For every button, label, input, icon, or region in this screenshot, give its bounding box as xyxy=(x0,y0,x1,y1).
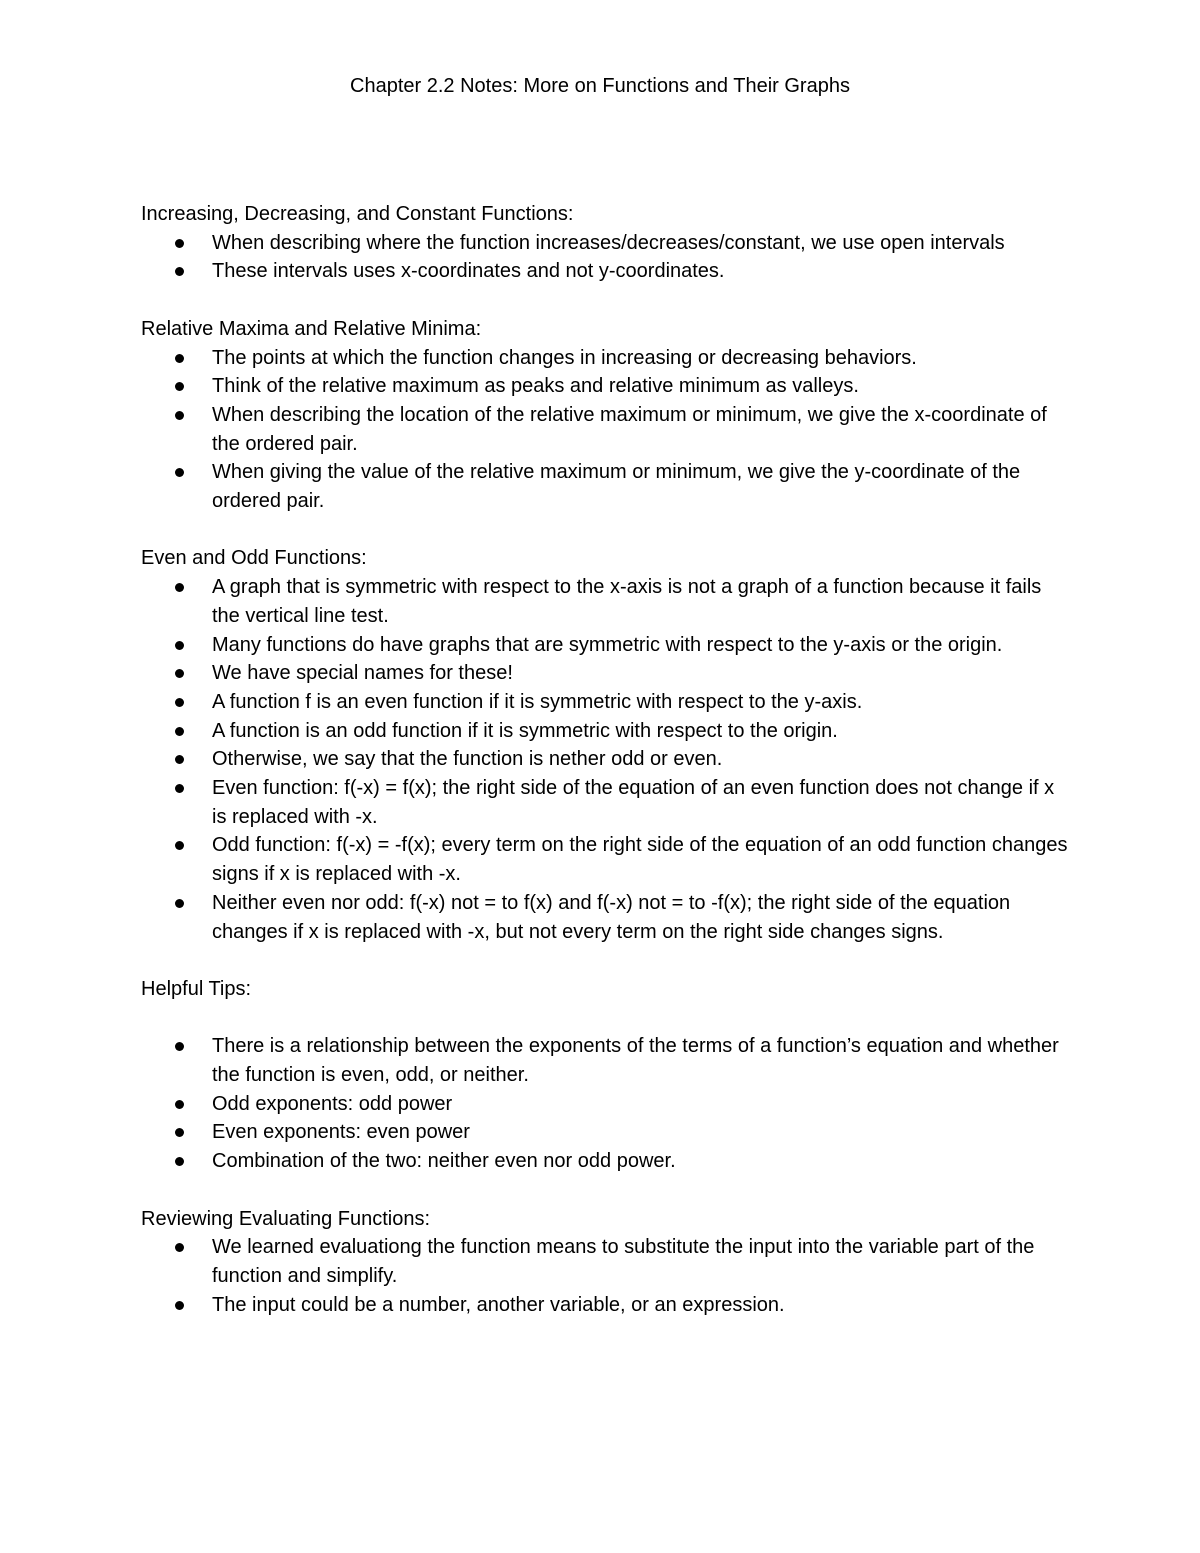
list-item xyxy=(141,831,1071,888)
section-increasing-decreasing xyxy=(141,200,1071,286)
list-item xyxy=(141,631,1071,660)
bullet-icon xyxy=(175,1157,184,1166)
list-item xyxy=(141,774,1071,831)
bullet-list xyxy=(141,573,1071,946)
section-even-odd xyxy=(141,544,1071,946)
section-relative-extrema xyxy=(141,315,1071,516)
list-item-text: Odd exponents: odd power xyxy=(212,1092,453,1115)
list-item-text: When giving the value of the relative maximum or minimum, we give the y-coordinate of the ordered pair. xyxy=(212,461,1021,513)
list-item-text: When describing the location of the relative maximum or minimum, we give the x-coordinate of the ordered pair. xyxy=(212,403,1047,455)
list-item-text: Even function: f(-x) = f(x); the right side of the equation of an even function does not change if x is replaced with -x. xyxy=(212,777,1055,828)
list-item xyxy=(141,229,1071,258)
bullet-list xyxy=(141,229,1071,286)
list-item-text: A function f is an even function if it is symmetric with respect to the y-axis. xyxy=(212,690,863,713)
bullet-icon xyxy=(175,1100,184,1109)
bullet-icon xyxy=(175,784,184,793)
list-item-text: When describing where the function increases/decreases/constant, we use open intervals xyxy=(212,231,1005,254)
list-item-text: Odd function: f(-x) = -f(x); every term on the right side of the equation of an odd function changes signs if x is replaced with -x. xyxy=(212,834,1068,886)
list-item xyxy=(141,573,1071,630)
bullet-icon xyxy=(175,755,184,764)
bullet-icon xyxy=(175,727,184,736)
list-item-text: These intervals uses x-coordinates and not y-coordinates. xyxy=(212,260,725,283)
list-item-text: Otherwise, we say that the function is nether odd or even. xyxy=(212,748,723,771)
bullet-list xyxy=(141,1233,1071,1319)
list-item-text: We learned evaluationg the function means to substitute the input into the variable part of the function and simplify. xyxy=(212,1236,1035,1287)
list-item xyxy=(141,889,1071,946)
bullet-icon xyxy=(175,841,184,850)
list-item xyxy=(141,372,1071,401)
bullet-icon xyxy=(175,1301,184,1310)
list-item-text: A graph that is symmetric with respect to the x-axis is not a graph of a function because it fails the vertical line test. xyxy=(212,576,1042,627)
list-item xyxy=(141,717,1071,746)
section-heading: Even and Odd Functions: xyxy=(141,547,367,570)
bullet-icon xyxy=(175,669,184,678)
list-item-text: A function is an odd function if it is symmetric with respect to the origin. xyxy=(212,719,838,742)
section-heading: Increasing, Decreasing, and Constant Functions: xyxy=(141,203,574,225)
bullet-icon xyxy=(175,1243,184,1252)
list-item xyxy=(141,1233,1071,1290)
list-item-text: Even exponents: even power xyxy=(212,1121,470,1144)
list-item xyxy=(141,1147,1071,1176)
bullet-icon xyxy=(175,698,184,707)
list-item xyxy=(141,745,1071,774)
list-item xyxy=(141,1032,1071,1089)
bullet-icon xyxy=(175,468,184,477)
list-item-text: Many functions do have graphs that are symmetric with respect to the y-axis or the origin. xyxy=(212,633,1003,656)
bullet-icon xyxy=(175,1128,184,1137)
bullet-icon xyxy=(175,267,184,276)
list-item-text: Neither even nor odd: f(-x) not = to f(x) and f(-x) not = to -f(x); the right side of the equation changes if x is replaced with -x, but not every term on the right side changes signs. xyxy=(212,891,1011,943)
bullet-list xyxy=(141,1032,1071,1176)
list-item xyxy=(141,401,1071,458)
section-helpful-tips xyxy=(141,975,1071,1176)
list-item-text: Think of the relative maximum as peaks and relative minimum as valleys. xyxy=(212,375,859,398)
section-heading: Reviewing Evaluating Functions: xyxy=(141,1207,431,1230)
list-item-text: The input could be a number, another variable, or an expression. xyxy=(212,1293,785,1316)
bullet-icon xyxy=(175,382,184,391)
list-item-text: The points at which the function changes in increasing or decreasing behaviors. xyxy=(212,346,917,369)
list-item xyxy=(141,688,1071,717)
bullet-icon xyxy=(175,354,184,363)
list-item xyxy=(141,659,1071,688)
page-title: Chapter 2.2 Notes: More on Functions and Their Graphs xyxy=(350,75,850,97)
section-heading: Helpful Tips: xyxy=(141,977,252,1000)
list-item-text: We have special names for these! xyxy=(212,662,513,685)
bullet-icon xyxy=(175,899,184,908)
list-item xyxy=(141,458,1071,515)
bullet-list xyxy=(141,344,1071,516)
list-item-text: Combination of the two: neither even nor odd power. xyxy=(212,1150,676,1173)
bullet-icon xyxy=(175,1042,184,1051)
list-item xyxy=(141,344,1071,373)
section-heading: Relative Maxima and Relative Minima: xyxy=(141,317,482,340)
bullet-icon xyxy=(175,411,184,420)
list-item xyxy=(141,257,1071,286)
list-item xyxy=(141,1090,1071,1119)
bullet-icon xyxy=(175,239,184,248)
list-item xyxy=(141,1291,1071,1320)
notes-body xyxy=(141,200,1071,1348)
bullet-icon xyxy=(175,583,184,592)
list-item-text: There is a relationship between the exponents of the terms of a function’s equation and whether the function is even, odd, or neither. xyxy=(212,1035,1059,1087)
bullet-icon xyxy=(175,641,184,650)
list-item xyxy=(141,1118,1071,1147)
section-evaluating-functions xyxy=(141,1205,1071,1320)
